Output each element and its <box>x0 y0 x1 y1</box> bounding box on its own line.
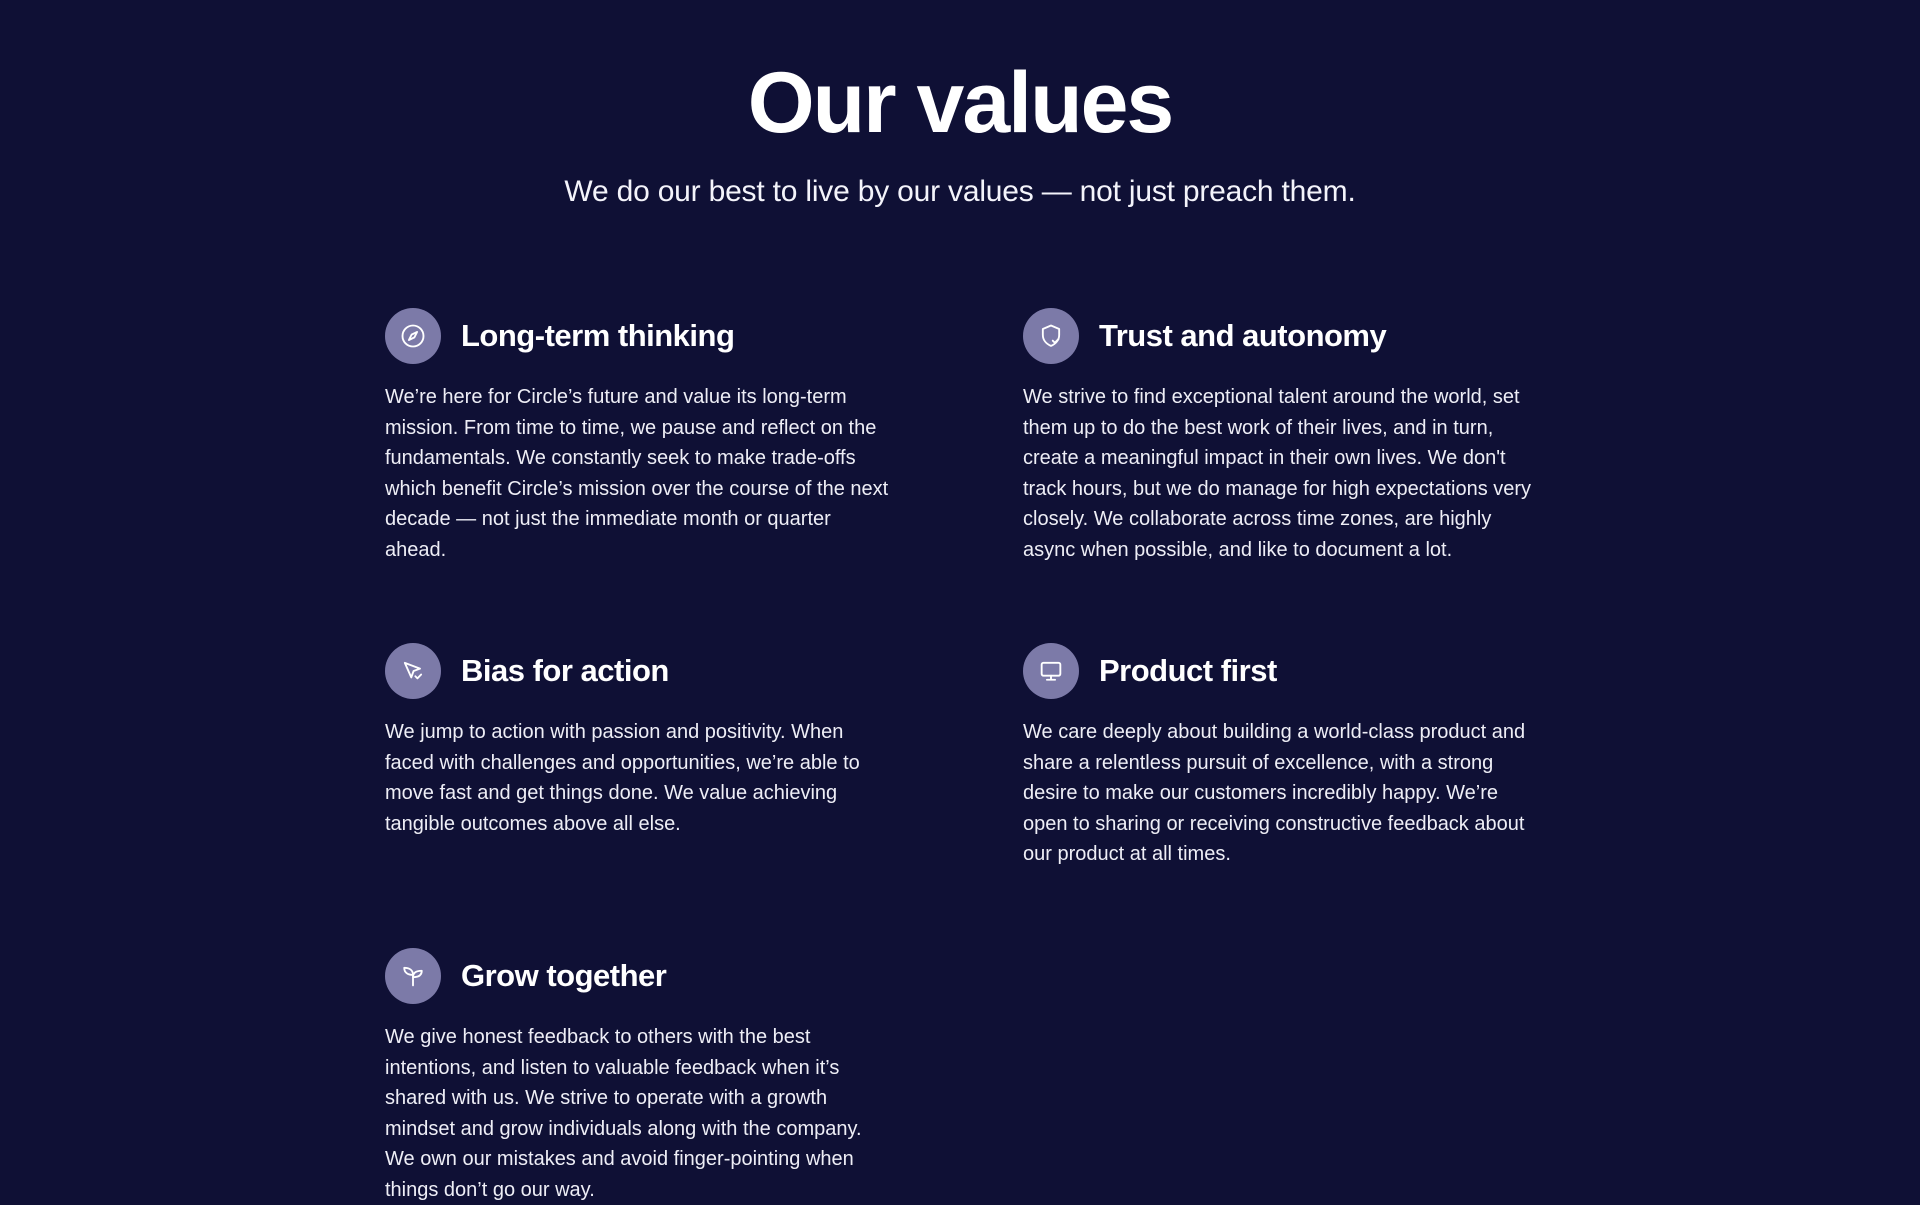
value-title: Trust and autonomy <box>1099 318 1387 353</box>
sprout-icon <box>385 948 441 1004</box>
value-description: We give honest feedback to others with the best intentions, and listen to valuable feedback when it’s shared with us. We strive to operate with a growth mindset and grow individuals along with the company. We own our mistakes and avoid finger-pointing when things don’t go our way. <box>385 1026 862 1201</box>
value-card-header <box>385 308 915 364</box>
value-card-header <box>1023 308 1553 364</box>
value-card-long-term-thinking <box>385 308 915 643</box>
value-card-bias-for-action <box>385 643 915 948</box>
value-description: We’re here for Circle’s future and value its long-term mission. From time to time, we pause and reflect on the fundamentals. We constantly seek to make trade-offs which benefit Circle’s mission over the course of the next decade — not just the immediate month or quarter ahead. <box>385 386 889 561</box>
value-card-grow-together <box>385 948 915 1205</box>
value-title: Grow together <box>461 958 667 993</box>
value-title: Product first <box>1099 653 1277 688</box>
values-grid <box>385 308 1545 1205</box>
value-card-trust-and-autonomy <box>1023 308 1553 643</box>
value-title: Long-term thinking <box>461 318 735 353</box>
value-card-header <box>1023 643 1553 699</box>
value-card-product-first <box>1023 643 1553 948</box>
value-card-header <box>385 948 915 1004</box>
value-card-header <box>385 643 915 699</box>
cursor-click-icon <box>385 643 441 699</box>
value-description: We care deeply about building a world-class product and share a relentless pursuit of excellence, with a strong desire to make our customers incredibly happy. We’re open to sharing or receiving constructive feedback about our product at all times. <box>1023 721 1526 865</box>
shield-check-icon <box>1023 308 1079 364</box>
value-description: We strive to find exceptional talent around the world, set them up to do the best work of their lives, and in turn, create a meaningful impact in their own lives. We don't track hours, but we do manage for high expectations very closely. We collaborate across time zones, are highly async when possible, and like to document a lot. <box>1023 386 1532 561</box>
page-title: Our values <box>747 55 1173 151</box>
compass-icon <box>385 308 441 364</box>
value-description: We jump to action with passion and positivity. When faced with challenges and opportunities, we’re able to move fast and get things done. We value achieving tangible outcomes above all else. <box>385 721 860 835</box>
values-hero <box>0 0 1920 209</box>
page-subtitle: We do our best to live by our values — not just preach them. <box>564 174 1356 208</box>
monitor-icon <box>1023 643 1079 699</box>
value-title: Bias for action <box>461 653 669 688</box>
